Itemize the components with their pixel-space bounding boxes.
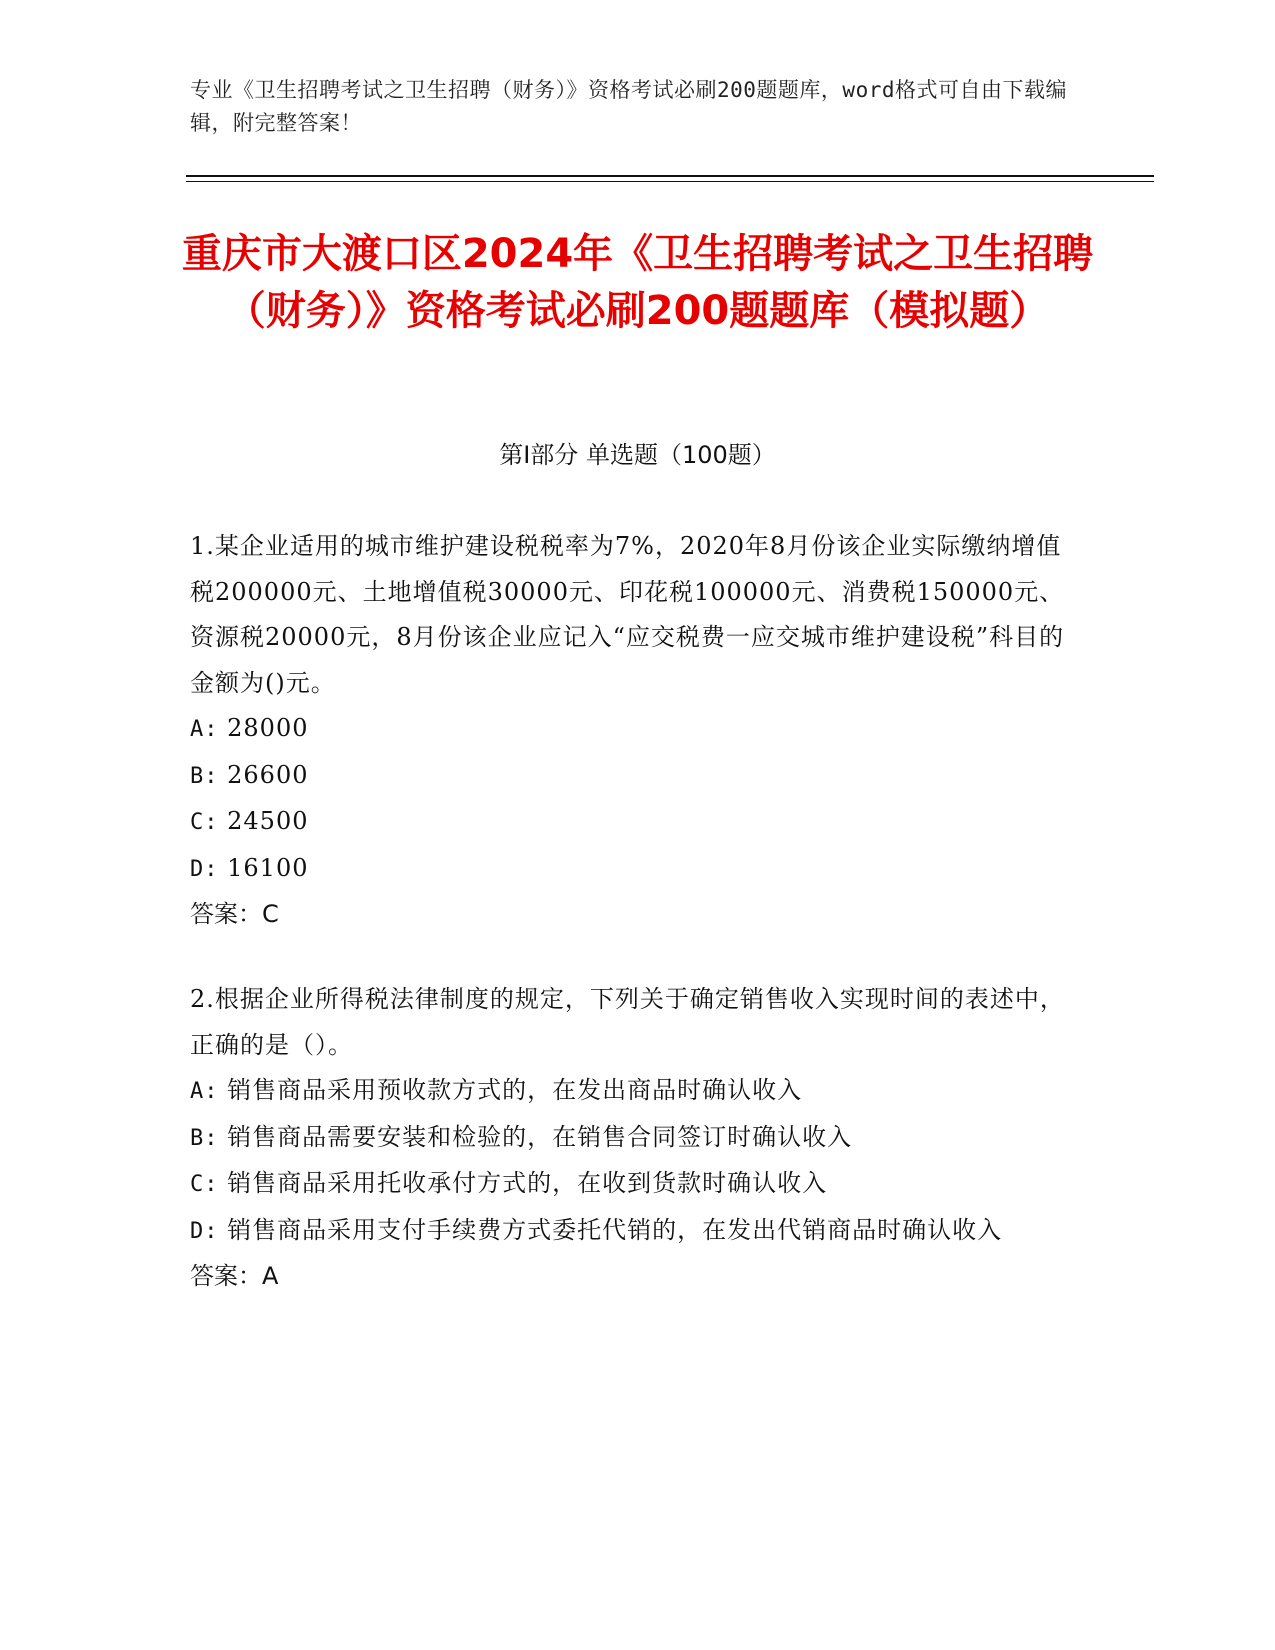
header-divider-top: [186, 175, 1154, 177]
option-letter: B:: [190, 763, 219, 789]
answer: 答案：A: [190, 1262, 279, 1290]
document-title: 重庆市大渡口区2024年《卫生招聘考试之卫生招聘（财务）》资格考试必刷200题题库（模拟题）: [181, 231, 1094, 334]
option-text: 销售商品采用托收承付方式的，在收到货款时确认收入: [227, 1169, 828, 1197]
option-a: [190, 706, 1070, 753]
option-d: [190, 1208, 1070, 1255]
option-text: 16100: [227, 853, 309, 882]
option-b: [190, 1115, 1070, 1162]
option-c: [190, 799, 1070, 846]
option-letter: C:: [190, 810, 219, 835]
option-text: 24500: [227, 807, 309, 835]
header-divider-bottom: [186, 181, 1154, 182]
option-d: [190, 846, 1070, 893]
option-text: 销售商品需要安装和检验的，在销售合同签订时确认收入: [227, 1122, 853, 1151]
answer: 答案：C: [190, 900, 279, 928]
question-2: [190, 977, 1070, 1300]
section-heading: 第I部分 单选题（100题）: [499, 441, 776, 469]
option-letter: C:: [190, 1172, 219, 1197]
option-text: 销售商品采用支付手续费方式委托代销的，在发出代销商品时确认收入: [227, 1215, 1003, 1244]
question-1: [190, 524, 1070, 938]
option-a: [190, 1068, 1070, 1115]
option-letter: D:: [190, 1218, 219, 1244]
option-c: [190, 1161, 1070, 1208]
option-letter: A:: [190, 1079, 219, 1104]
option-text: 28000: [227, 714, 309, 742]
option-letter: D:: [190, 856, 219, 882]
question-text: 1.某企业适用的城市维护建设税税率为7%，2020年8月份该企业实际缴纳增值税200000元、土地增值税30000元、印花税100000元、消费税150000元、资源税20000元，8月份该企业应记入“应交税费一应交城市维护建设税”科目的金额为()元。: [190, 532, 1065, 697]
option-b: [190, 753, 1070, 800]
option-letter: B:: [190, 1125, 219, 1151]
header-note: 专业《卫生招聘考试之卫生招聘（财务）》资格考试必刷200题题库，word格式可自由下载编辑，附完整答案！: [190, 78, 1067, 135]
question-text: 2.根据企业所得税法律制度的规定，下列关于确定销售收入实现时间的表述中，正确的是（）。: [190, 985, 1065, 1059]
option-text: 26600: [227, 760, 309, 789]
option-letter: A:: [190, 717, 219, 742]
option-text: 销售商品采用预收款方式的，在发出商品时确认收入: [227, 1076, 803, 1104]
